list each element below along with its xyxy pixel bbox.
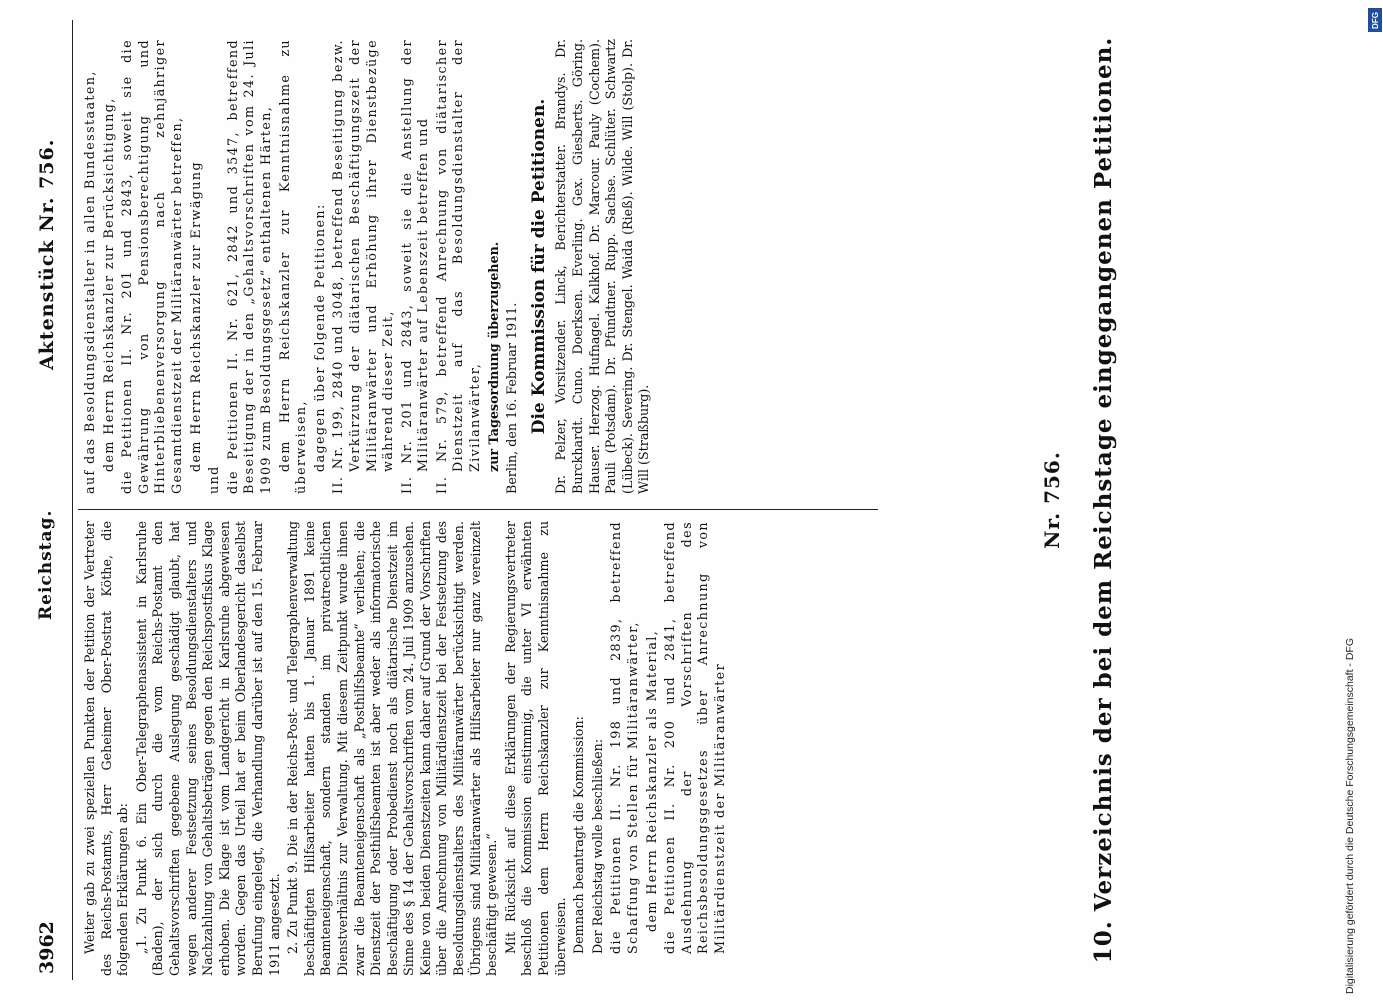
paragraph: Demnach beantragt die Kommission: bbox=[571, 716, 587, 954]
credit-text: Digitalisierung gefördert durch die Deutsche Forschungsgemeinschaft - DFG bbox=[1344, 637, 1356, 994]
paragraph: dem Herrn Reichskanzler als Material, bbox=[643, 629, 659, 932]
dfg-logo bbox=[1368, 8, 1382, 32]
paragraph: Der Reichstag wolle beschließen: bbox=[589, 738, 605, 954]
dfg-logo-text: DFG bbox=[1370, 11, 1380, 29]
section-number: Nr. 756. bbox=[1040, 451, 1064, 549]
rotated-document bbox=[30, 20, 1350, 980]
paragraph: und bbox=[206, 465, 222, 494]
paragraph: dem Herrn Reichskanzler zur Berücksichtigung, bbox=[100, 97, 116, 472]
right-column bbox=[82, 39, 655, 494]
paragraph: „1. Zu Punkt 6. Ein Ober-Telegraphenassistent in Karlsruhe (Baden), der sich durch die vom Reichs-Postamt den Gehaltsvorschriften gegebene Auslegung geschädigt glaubt, hat wegen anderer Festsetzung seines Besoldungsdienstalters und Nachzahlung von Gehaltsbeträgen gegen den Reichspostfiskus Klage erhoben. Die Klage ist vom Landgericht in Karlsruhe abgewiesen worden. Gegen das Urteil hat er beim Oberlandesgericht daselbst Berufung eingelegt, die Verhandlung darüber ist auf den 15. Februar 1911 angesetzt. bbox=[133, 521, 282, 976]
page-header bbox=[30, 20, 70, 980]
paragraph: dagegen über folgende Petitionen: bbox=[311, 203, 327, 472]
paragraph: dem Herrn Reichskanzler zur Erwägung bbox=[187, 161, 203, 472]
paragraph: II. Nr. 199, 2840 und 3048, betreffend Beseitigung bezw. Verkürzung der diätarischen Beschäftigungszeit der Militäranwärter und Erhöhung ihrer Dienstbezüge während dieser Zeit, bbox=[330, 39, 396, 494]
header-center: Reichstag. bbox=[36, 509, 56, 620]
paragraph: zur Tagesordnung überzugehen. bbox=[485, 241, 501, 472]
paragraph: die Petitionen II. Nr. 201 und 2843, soweit sie die Gewährung von Pensionsberechtigung und Hinterbliebenenversorgung nach zehnjähriger Gesamtdienstzeit der Militäranwärter betreffen, bbox=[119, 39, 184, 494]
paragraph: II. Nr. 579, betreffend Anrechnung von diätarischer Dienstzeit auf das Besoldungsdienstalter der Zivilanwärter, bbox=[433, 39, 483, 494]
left-column bbox=[82, 521, 731, 976]
section-title: 10. Verzeichnis der bei dem Reichstage eingegangenen Petitionen. bbox=[1090, 36, 1117, 964]
paragraph: Mit Rücksicht auf diese Erklärungen der Regierungsvertreter beschloß die Kommission einstimmig, die unter VI erwähnten Petitionen dem Herrn Reichskanzler zur Kenntnisnahme zu überweisen. bbox=[502, 521, 568, 976]
paragraph: auf das Besoldungsdienstalter in allen Bundesstaaten, bbox=[82, 70, 97, 494]
page-number: 3962 bbox=[36, 921, 58, 974]
header-rule bbox=[72, 20, 73, 980]
date-line: Berlin, den 16. Februar 1911. bbox=[504, 302, 520, 494]
header-right: Aktenstück Nr. 756. bbox=[36, 138, 58, 370]
digitization-credit bbox=[1344, 16, 1376, 996]
commission-title: Die Kommission für die Petitionen. bbox=[528, 98, 549, 435]
paragraph: die Petitionen II. Nr. 200 und 2841, betreffend Ausdehnung der Vorschriften des Reichsbesoldungsgesetzes über Anrechnung von Militärdienstzeit der Militäranwärter bbox=[662, 521, 727, 954]
paragraph: dem Herrn Reichskanzler zur Kenntnisnahme zu überweisen, bbox=[276, 39, 309, 494]
paragraph: 2. Zu Punkt 9. Die in der Reichs-Post- und Telegraphenverwaltung beschäftigten Hilfsarbeiter hatten bis 1. Januar 1891 keine Beamteneigenschaft, sondern standen im privatrechtlichen Dienstverhältnis zur Verwaltung. Mit diesem Zeitpunkt wurde ihnen zwar die Beamteneigenschaft als „Posthilfsbeamte“ verliehen; die Dienstzeit der Posthilfsbeamten ist aber weder als informatorische Beschäftigung oder Probedienst noch als diätarische Dienstzeit im Sinne des § 14 der Gehaltsvorschriften vom 24. Juli 1909 anzusehen. Keine von beiden Dienstzeiten kann daher auf Grund der Vorschriften über die Anrechnung von Militärdienstzeit bei der Festsetzung des Besoldungsdienstalters des Militäranwärter berücksichtigt werden. Übrigens sind Militäranwärter als Hilfsarbeiter nur ganz vereinzelt beschäftigt gewesen.“ bbox=[285, 521, 500, 976]
paragraph: die Petitionen II. Nr. 198 und 2839, betreffend Schaffung von Stellen für Militäranwärter, bbox=[608, 521, 640, 954]
column-divider bbox=[78, 509, 878, 510]
signatures: Dr. Pelzer, Vorsitzender. Linck, Berichterstatter. Brandys. Dr. Burckhardt. Cuno. Doerksen. Everling. Gex. Giesberts. Göring. Hauser. Herzog. Hufnagel. Kalkhof. Dr. Marcour. Pauly (Cochem). Pauli (Potsdam). Dr. Pfundtner. Rupp. Sachse. Schlüter. Schwartz (Lübeck). Severing. Dr. Stengel. Waida (Rieß). Wilde. Will (Stolp). Dr. Will (Straßburg). bbox=[553, 39, 652, 494]
paragraph: II. Nr. 201 und 2843, soweit sie die Anstellung der Militäranwärter auf Lebenszeit betreffen und bbox=[398, 39, 431, 494]
paragraph: die Petitionen II. Nr. 621, 2842 und 3547, betreffend Beseitigung der in den „Gehaltsvorschriften vom 24. Juli 1909 zum Besoldungsgesetz“ enthaltenen Härten, bbox=[224, 39, 273, 494]
paragraph: Weiter gab zu zwei speziellen Punkten der Petition der Vertreter des Reichs-Postamts, Herr Geheimer Ober-Postrat Köthe, die folgenden Erklärungen ab: bbox=[82, 521, 131, 976]
